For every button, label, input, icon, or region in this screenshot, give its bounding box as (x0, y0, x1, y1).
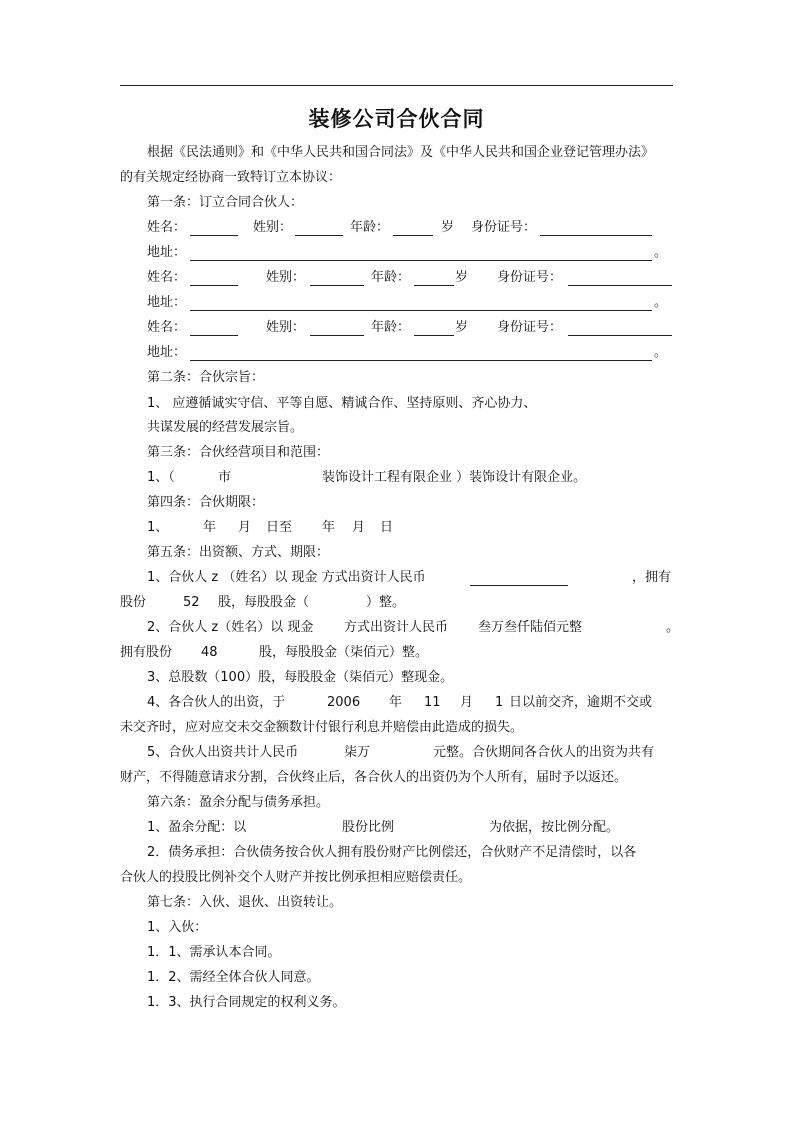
term-day-2: 日 (380, 520, 394, 535)
deadline-year: 2006 (327, 695, 361, 710)
document-title: 装修公司合伙合同 (308, 106, 485, 131)
name-blank[interactable] (190, 235, 238, 236)
article-3-company: 装饰设计工程有限企业 ）装饰设计有限企业。 (322, 470, 587, 485)
article-2-line-1: 1、 应遵循诚实守信、平等自愿、精诚合作、坚持原则、齐心协力、 (147, 396, 537, 411)
term-day-to: 日至 (266, 520, 293, 535)
article-1-heading: 第一条：订立合同合伙人： (147, 195, 304, 210)
article-2-line-2: 共谋发展的经营发展宗旨。 (147, 420, 304, 435)
address-blank[interactable] (190, 310, 652, 311)
gender-blank[interactable] (295, 235, 343, 236)
article-5-heading: 第五条：出资额、方式、期限： (147, 545, 330, 560)
address-period: 。 (654, 245, 668, 260)
profit-distribution-basis: 股份比例 (342, 820, 395, 835)
total-contribution-rest: 元整。合伙期间各合伙人的出资为共有 (433, 745, 655, 760)
term-index: 1、 (147, 520, 169, 535)
gender-label: 姓别： (253, 220, 293, 235)
deadline-day: 1 (495, 695, 504, 710)
address-label: 地址： (147, 295, 187, 310)
deadline-rest: 日以前交齐，逾期不交或 (509, 695, 653, 710)
term-month-1: 月 (238, 520, 252, 535)
age-blank[interactable] (414, 285, 454, 286)
id-label: 身份证号： (497, 320, 563, 335)
contribution-1-per-share: 股，每股股金（ (218, 595, 310, 610)
deadline-month-unit: 月 (460, 695, 474, 710)
name-label: 姓名： (147, 320, 187, 335)
gender-label: 姓别： (266, 270, 306, 285)
contribution-2-period: 。 (666, 620, 680, 635)
deadline-year-unit: 年 (389, 695, 403, 710)
admission-item-1: 1．1、需承认本合同。 (147, 945, 281, 960)
contribution-2-per-share: 股，每股股金（柒佰元）整。 (259, 645, 429, 660)
contribution-1-shares-label: 股份 (120, 595, 147, 610)
article-7-heading: 第七条：入伙、退伙、出资转让。 (147, 895, 343, 910)
age-label: 年龄： (371, 320, 411, 335)
total-contribution-text: 5、合伙人出资共计人民币 (147, 745, 299, 760)
name-blank[interactable] (190, 285, 238, 286)
term-year-1: 年 (203, 520, 217, 535)
contribution-1-shares: 52 (183, 595, 200, 610)
article-4-heading: 第四条：合伙期限： (147, 495, 265, 510)
name-blank[interactable] (190, 335, 238, 336)
debt-line-1: 2．债务承担：合伙债务按合伙人拥有股份财产比例偿还，合伙财产不足清偿时，以各 (147, 845, 637, 860)
article-6-heading: 第六条：盈余分配与债务承担。 (147, 795, 330, 810)
article-3-heading: 第三条：合伙经营项目和范围： (147, 445, 330, 460)
gender-label: 姓别： (266, 320, 306, 335)
contribution-1-end: ）整。 (366, 595, 406, 610)
contribution-2-shares-label: 拥有股份 (120, 645, 173, 660)
deadline-text: 4、各合伙人的出资，于 (147, 695, 286, 710)
total-contribution-line-2: 财产，不得随意请求分割，合伙终止后，各合伙人的出资仍为个人所有，届时予以返还。 (120, 770, 628, 785)
address-period: 。 (654, 295, 668, 310)
age-label: 年龄： (350, 220, 390, 235)
article-3-item-open: 1、（ (147, 470, 175, 485)
age-unit: 岁 (455, 270, 469, 285)
contribution-2-method: 方式出资计人民币 (344, 620, 449, 635)
header-rule (120, 85, 673, 86)
id-blank[interactable] (568, 335, 672, 336)
intro-line-2: 的有关规定经协商一致特订立本协议： (120, 170, 342, 185)
total-shares-line: 3、总股数（100）股，每股股金（柒佰元）整现金。 (147, 670, 454, 685)
id-blank[interactable] (568, 285, 672, 286)
age-unit: 岁 (441, 220, 455, 235)
article-2-heading: 第二条：合伙宗旨： (147, 370, 265, 385)
intro-line-1: 根据《民法通则》和《中华人民共和国合同法》及《中华人民共和国企业登记管理办法》 (147, 145, 655, 160)
debt-line-2: 合伙人的投股比例补交个人财产并按比例承担相应赔偿责任。 (120, 870, 472, 885)
admission-item-3: 1．3、执行合同规定的权利义务。 (147, 995, 346, 1010)
age-label: 年龄： (371, 270, 411, 285)
address-label: 地址： (147, 245, 187, 260)
address-label: 地址： (147, 345, 187, 360)
contribution-1-text: 1、合伙人 z （姓名）以 现金 方式出资计人民币 (147, 570, 426, 585)
admission-item-2: 1．2、需经全体合伙人同意。 (147, 970, 320, 985)
term-month-2: 月 (352, 520, 366, 535)
profit-distribution-text: 1、盈余分配：以 (147, 820, 247, 835)
deadline-line-2: 未交齐时，应对应交未交金额数计付银行利息并赔偿由此造成的损失。 (120, 720, 524, 735)
contribution-1-own: ，拥有 (632, 570, 672, 585)
id-label: 身份证号： (471, 220, 537, 235)
age-blank[interactable] (414, 335, 454, 336)
contribution-2-text: 2、合伙人 z（姓名）以 现金 (147, 620, 314, 635)
deadline-month: 11 (424, 695, 441, 710)
profit-distribution-rest: 为依据，按比例分配。 (489, 820, 620, 835)
id-label: 身份证号： (497, 270, 563, 285)
gender-blank[interactable] (310, 285, 364, 286)
term-year-2: 年 (322, 520, 336, 535)
name-label: 姓名： (147, 270, 187, 285)
age-blank[interactable] (393, 235, 433, 236)
address-blank[interactable] (190, 260, 652, 261)
contribution-1-amount-blank[interactable] (470, 585, 568, 586)
gender-blank[interactable] (310, 335, 364, 336)
total-contribution-amount: 柒万 (344, 745, 371, 760)
address-period: 。 (654, 345, 668, 360)
contribution-2-shares: 48 (201, 645, 218, 660)
contribution-2-amount: 叁万叁仟陆佰元整 (478, 620, 583, 635)
admission-heading: 1、入伙： (147, 920, 208, 935)
address-blank[interactable] (190, 360, 652, 361)
article-3-city: 市 (218, 470, 232, 485)
age-unit: 岁 (455, 320, 469, 335)
id-blank[interactable] (540, 235, 652, 236)
name-label: 姓名： (147, 220, 187, 235)
